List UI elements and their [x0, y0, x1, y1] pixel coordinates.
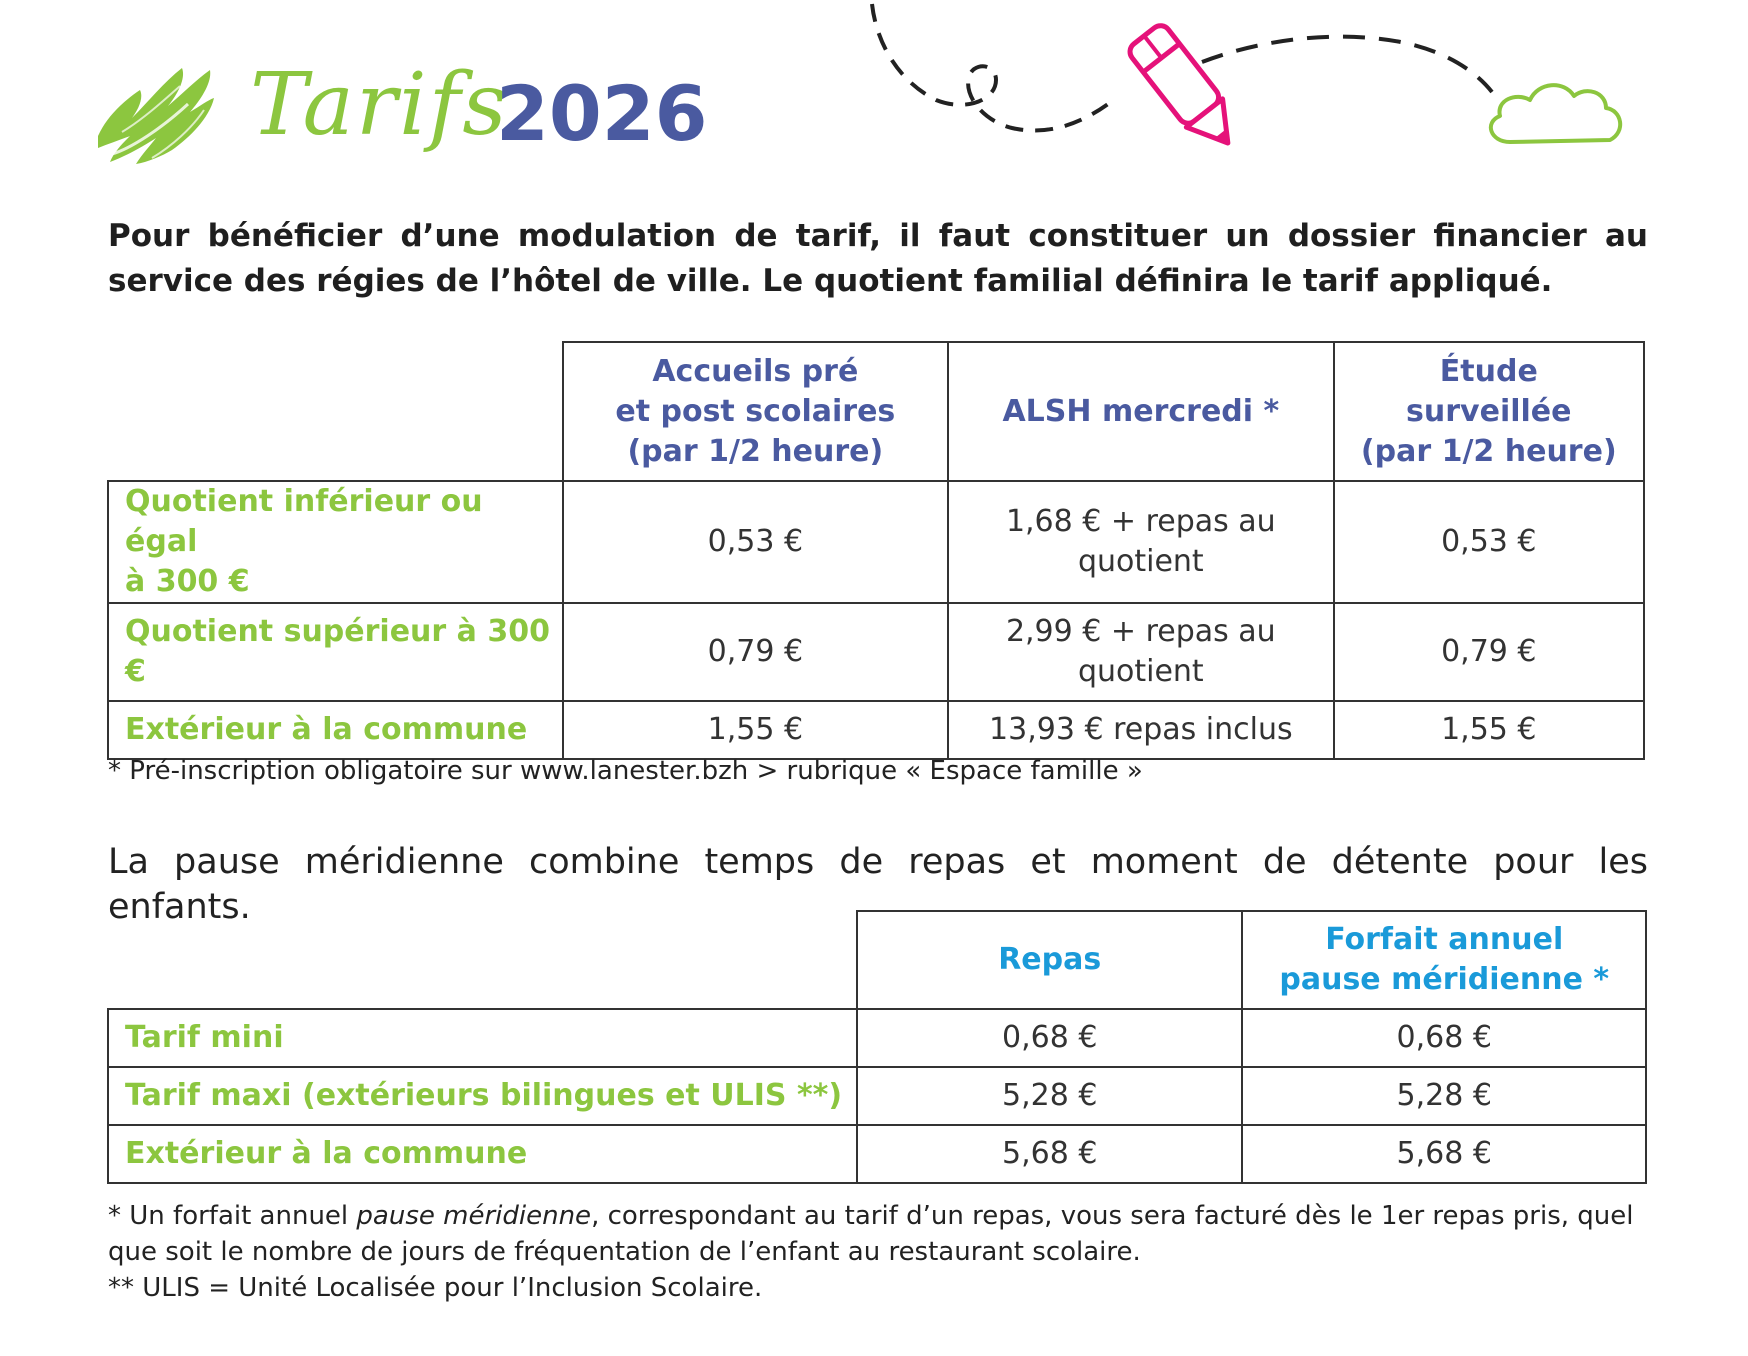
footnote-forfait: * Un forfait annuel pause méridienne, correspondant au tarif d’un repas, vous sera facturé dès le 1er repas pris, quel que soit le nombre de jours de fréquentation de l’enfant au restaurant scolaire. — [108, 1201, 1634, 1267]
cell-value: 5,68 € — [1242, 1125, 1646, 1183]
pause-meridienne-text: La pause méridienne combine temps de repas et moment de détente pour les enfants. — [108, 842, 1648, 927]
row-label: Quotient supérieur à 300 € — [108, 603, 563, 701]
cell-value: 5,28 € — [1242, 1067, 1646, 1125]
preinscription-note: * Pré-inscription obligatoire sur www.lanester.bzh > rubrique « Espace famille » — [108, 756, 1143, 786]
cell-value: 2,99 € + repas au quotient — [948, 603, 1334, 701]
row-label: Extérieur à la commune — [108, 1125, 857, 1183]
table-row — [108, 1009, 1646, 1067]
header-decoration — [850, 0, 1650, 180]
col-header-repas: Repas — [857, 911, 1243, 1009]
cell-value: 5,68 € — [857, 1125, 1243, 1183]
pencil-icon — [1126, 22, 1246, 157]
col-header-etude: Étude surveillée (par 1/2 heure) — [1334, 342, 1644, 481]
cell-value: 0,68 € — [1242, 1009, 1646, 1067]
page-header — [0, 0, 1748, 200]
table-corner — [108, 911, 857, 1009]
cloud-icon — [1491, 85, 1620, 142]
table-header-row — [108, 911, 1646, 1009]
row-label: Tarif mini — [108, 1009, 857, 1067]
col-header-accueils: Accueils pré et post scolaires (par 1/2 heure) — [563, 342, 949, 481]
table-corner — [108, 342, 563, 481]
table-row — [108, 701, 1644, 759]
table-row — [108, 481, 1644, 603]
row-label: Quotient inférieur ou égal à 300 € — [108, 481, 563, 603]
cell-value: 0,68 € — [857, 1009, 1243, 1067]
table-row — [108, 1067, 1646, 1125]
title-year: 2026 — [496, 69, 708, 158]
title-word: Tarifs — [250, 55, 509, 155]
table-row — [108, 1125, 1646, 1183]
brush-mark-icon — [92, 58, 217, 170]
col-header-forfait: Forfait annuel pause méridienne * — [1242, 911, 1646, 1009]
col-header-alsh: ALSH mercredi * — [948, 342, 1334, 481]
cell-value: 0,53 € — [563, 481, 949, 603]
table-row — [108, 603, 1644, 701]
table-header-row — [108, 342, 1644, 481]
cell-value: 5,28 € — [857, 1067, 1243, 1125]
row-label: Tarif maxi (extérieurs bilingues et ULIS **) — [108, 1067, 857, 1125]
cell-value: 1,55 € — [1334, 701, 1644, 759]
tarifs-accueil-table — [107, 341, 1645, 760]
cell-value: 1,55 € — [563, 701, 949, 759]
cell-value: 0,79 € — [1334, 603, 1644, 701]
cell-value: 13,93 € repas inclus — [948, 701, 1334, 759]
tarifs-restauration-table — [107, 910, 1647, 1184]
dashed-path-icon — [872, 4, 1108, 131]
cell-value: 0,53 € — [1334, 481, 1644, 603]
cell-value: 1,68 € + repas au quotient — [948, 481, 1334, 603]
cell-value: 0,79 € — [563, 603, 949, 701]
row-label: Extérieur à la commune — [108, 701, 563, 759]
footnote-ulis: ** ULIS = Unité Localisée pour l’Inclusion Scolaire. — [108, 1273, 763, 1303]
intro-paragraph: Pour bénéficier d’une modulation de tarif, il faut constituer un dossier financier au service des régies de l’hôtel de ville. Le quotient familial définira le tarif appliqué. — [108, 218, 1648, 299]
footnotes — [108, 1198, 1648, 1306]
